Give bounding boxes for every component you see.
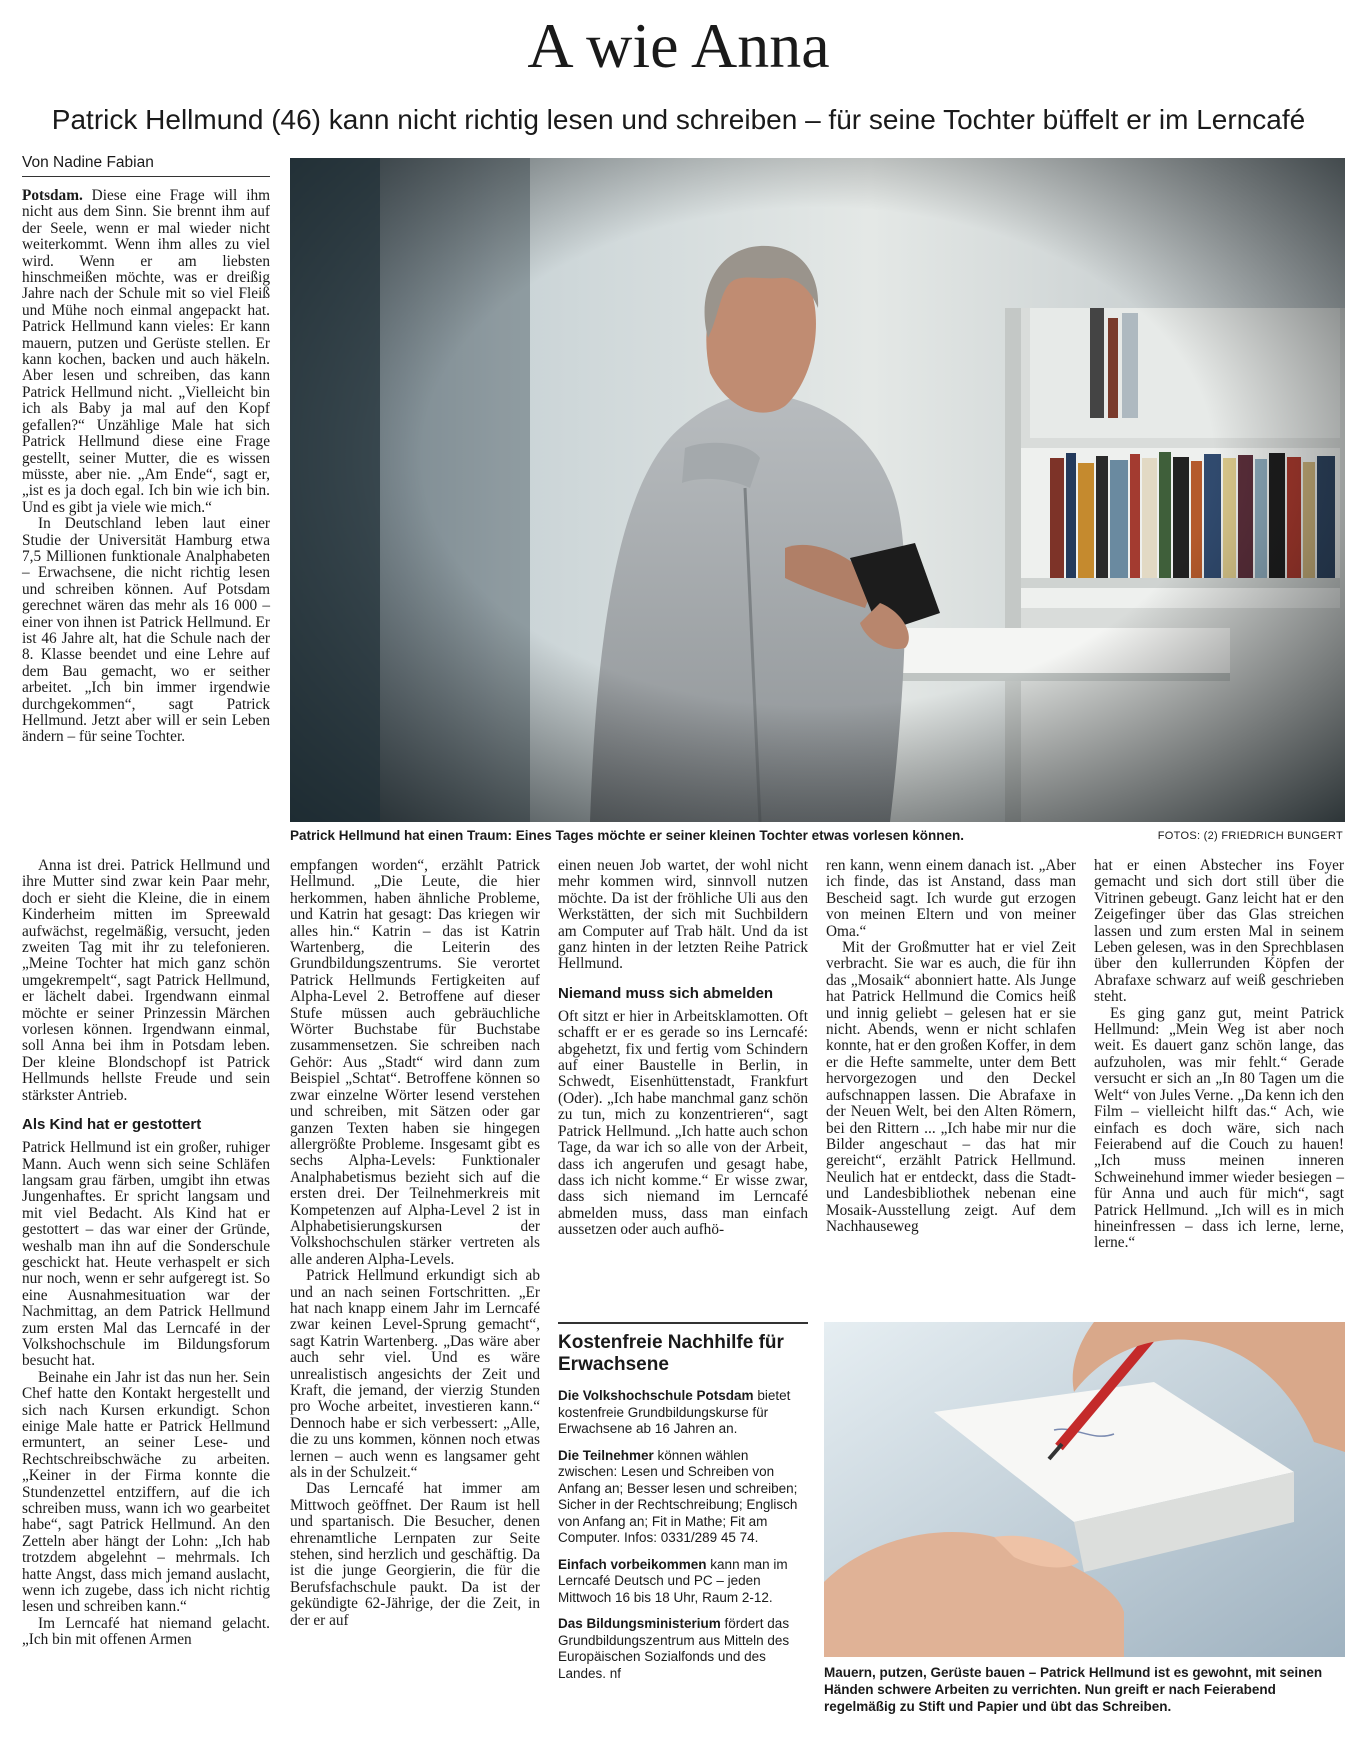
hand-writing-image xyxy=(824,1322,1345,1657)
paragraph: Beinahe ein Jahr ist das nun her. Sein Chef hatte den Kontakt hergestellt und sich nach Kursen erkundigt. Schon einige Male hatte er Patrick Hellmund ermuntert, an seiner Lese- und Rechtschreibschwäche zu arbeiten. „Keiner in der Firma konnte die Stundenzettel entziffern, auf die ich schreiben muss, wann ich wo gearbeitet habe“, sagt Patrick Hellmund. An den Zetteln aber hängt der Lohn: „Ich hab trotzdem abgelehnt – mehrmals. Ich hatte Angst, dass mich jemand auslacht, wenn ich zugebe, dass ich nicht richtig lesen und schreiben kann.“ xyxy=(22,1368,270,1616)
info-item-lead: Einfach vorbeikommen xyxy=(558,1556,707,1572)
paragraph: Das Lerncafé hat immer am Mittwoch geöffnet. Der Raum ist hell und spartanisch. Die Besucher, denen ehrenamtliche Lernpaten zur Seite stehen, sind herzlich und geschäftig. Da ist die junge Georgierin, die für die Berufsfachschule paukt. Da ist der gekündigte 62-Jährige, der die Zeit, in der er auf xyxy=(290,1480,540,1629)
hand-photo-caption: Mauern, putzen, Gerüste bauen – Patrick Hellmund ist es gewohnt, mit seinen Händen schwere Arbeiten zu verrichten. Nun greift er nach Feierabend regelmäßig zu Stift und Papier und übt das Schreiben. xyxy=(824,1665,1323,1714)
column-4 xyxy=(826,858,1076,1235)
headline: A wie Anna xyxy=(527,10,830,81)
info-item-text: kann man im Lerncafé Deutsch und PC – jeden Mittwoch 16 bis 18 Uhr, Raum 2-12. xyxy=(558,1556,788,1605)
column-1-bottom xyxy=(22,858,270,1649)
paragraph: Es ging ganz gut, meint Patrick Hellmund: „Mein Weg ist aber noch weit. Es dauert ganz schön lange, das aufzuholen, was mir fehlt.“ Gerade versucht er sich an „In 80 Tagen um die Welt“ von Jules Verne. „Da kenn ich den Film – vielleicht hilft das.“ Ach, wie einfach es doch wäre, sich nach Feierabend auf die Couch zu hauen! „Ich muss meinen inneren Schweinehund immer wieder besiegen – für Anna und auch für mich“, sagt Patrick Hellmund. „Ich will es in mich hineinfressen – dass ich lerne, lerne, lerne.“ xyxy=(1094,1004,1344,1252)
subheading: Niemand muss sich abmelden xyxy=(558,984,774,1002)
paragraph: Anna ist drei. Patrick Hellmund und ihre Mutter sind zwar kein Paar mehr, doch er sieht die Kleine, die in einem Kinderheim mitten im Spreewald aufwächst, regelmäßig, versucht, jeden zweiten Tag mit ihr zu telefonieren. „Meine Tochter hat mich ganz schön umgekrempelt“, sagt Patrick Hellmund, er lächelt dabei. Irgendwann einmal möchte er seiner Prinzessin Märchen vorlesen können. Irgendwann einmal, soll Anna bei ihm in Potsdam leben. Der kleine Blondschopf ist Patrick Hellmunds hellste Freude und sein stärkster Antrieb. xyxy=(22,857,270,1104)
subheading: Als Kind hat er gestottert xyxy=(22,1116,202,1134)
paragraph: Patrick Hellmund erkundigt sich ab und an nach seinen Fortschritten. „Er hat nach knapp einem Jahr im Lerncafé zwar keinen Level-Sprung gemacht“, sagt Katrin Wartenberg. „Das wäre aber auch sehr viel. Und es wäre unrealistisch angesichts der Zeit und Kraft, die jemand, der vierzig Stunden pro Woche arbeitet, investieren kann.“ Dennoch habe er sich verbessert: „Alle, die zu uns kommen, können noch etwas lernen – auch wenn es langsamer geht als in der Schulzeit.“ xyxy=(290,1267,540,1482)
info-box-title: Kostenfreie Nachhilfe für Erwachsene xyxy=(558,1332,784,1375)
paragraph xyxy=(22,188,270,516)
info-item xyxy=(558,1448,808,1547)
info-item xyxy=(558,1388,808,1438)
main-photo-caption: Patrick Hellmund hat einen Traum: Eines Tages möchte er seiner kleinen Tochter etwas vorlesen können. xyxy=(290,828,964,843)
column-3 xyxy=(558,858,808,1239)
paragraph: empfangen worden“, erzählt Patrick Hellmund. „Die Leute, die hier herkommen, haben ähnliche Probleme, und Katrin hat gesagt: Das kriegen wir alles hin.“ Katrin – das ist Katrin Wartenberg, die Leiterin des Grundbildungszentrums. Sie verortet Patrick Hellmunds Fertigkeiten auf Alpha-Level 2. Betroffene auf dieser Stufe müssen auch gebräuchliche Wörter Buchstabe für Buchstabe zusammensetzen. Sie schreiben nach Gehör: Aus „Stadt“ wird dann zum Beispiel „Schtat“. Betroffene können so zwar einzelne Wörter lesend verstehen und schreiben, mit Sätzen oder gar ganzen Texten haben sie hingegen allergrößte Probleme. Insgesamt gibt es sechs Alpha-Levels: Funktionaler Analphabetismus bezieht sich auf die ersten drei. Der Teilnehmerkreis mit Kompetenzen auf Alpha-Level 2 ist in Alphabetisierungskursen der Volkshochschulen stärker vertreten als alle anderen Alpha-Levels. xyxy=(290,857,540,1268)
paragraph: Patrick Hellmund ist ein großer, ruhiger Mann. Auch wenn sich seine Schläfen langsam grau färben, umgibt ihn etwas Jungenhaftes. Er spricht langsam und mit viel Bedacht. Als Kind hat er gestottert – das war einer der Gründe, weshalb man ihn auf die Sonderschule geschickt hat. Heute verhaspelt er sich nur noch, wenn er sehr aufgeregt ist. So eine Ausnahmesituation war der Nachmittag, an dem Patrick Hellmund zum ersten Mal das Lerncafé in der Volkshochschule im Bildungsforum besucht hat. xyxy=(22,1139,270,1370)
dateline: Potsdam. xyxy=(22,187,83,204)
paragraph: einen neuen Job wartet, der wohl nicht mehr kommen wird, sinnvoll nutzen möchte. Da ist der fröhliche Uli aus den Werkstätten, der sich mit Suchbildern am Computer auf Trab hält. Und da ist ganz hinten in der letzten Reihe Patrick Hellmund. xyxy=(558,857,808,973)
main-photo xyxy=(290,158,1345,822)
info-box xyxy=(558,1322,808,1729)
paragraph: Mit der Großmutter hat er viel Zeit verbracht. Sie war es auch, die für ihn das „Mosaik“ abonniert hatte. Als Junge hat Patrick Hellmund die Comics heiß und innig geliebt – gelesen hat er sie nicht. Abends, wenn er nicht schlafen konnte, hat er den großen Koffer, in dem er die Hefte sammelte, unter dem Bett hervorgezogen und den Deckel aufschnappen lassen. Die Abrafaxe in der Neuen Welt, bei den Alten Römern, bei den Rittern ... „Ich habe mir nur die Bilder angeschaut – das hat mir gereicht“, erzählt Patrick Hellmund. Neulich hat er entdeckt, dass die Stadt- und Landesbibliothek nebenan eine Mosaik-Ausstellung zeigt. Auf dem Nachhauseweg xyxy=(826,939,1076,1235)
info-item-text: bietet kostenfreie Grundbildungskurse für Erwachsene ab 16 Jahren an. xyxy=(558,1388,791,1436)
info-item xyxy=(558,1616,808,1682)
info-item-lead: Die Teilnehmer xyxy=(558,1447,654,1463)
column-1-top xyxy=(22,188,270,746)
paragraph: hat er einen Abstecher ins Foyer gemacht und sich dort still über die Vitrinen gebeugt. Ganz leicht hat er den Zeigefinger über das Glas streichen lassen und zum ersten Mal in seinem Leben gelesen, was in den Sprechblasen über den kullerrunden Köpfen der Abrafaxe schwarz auf weiß geschrieben steht. xyxy=(1094,857,1344,1006)
man-reading-photo xyxy=(290,158,1345,822)
paragraph: Oft sitzt er hier in Arbeitsklamotten. Oft schafft er er es gerade so ins Lerncafé: abgehetzt, fix und fertig vom Schindern auf einer Baustelle in Berlin, in Schwedt, Eisenhüttenstadt, Frankfurt (Oder). „Ich habe manchmal ganz schön zu tun, mich zu konzentrieren“, sagt Patrick Hellmund. „Ich hatte auch schon Tage, da war ich so alle von der Arbeit, dass ich angerufen und gesagt habe, dass ich nicht komme.“ Er wisse zwar, dass sich niemand im Lerncafé abmelden muss, dass man einfach aussetzen oder auch aufhö- xyxy=(558,1007,808,1239)
hand-writing-photo xyxy=(824,1322,1345,1657)
info-item xyxy=(558,1557,808,1607)
paragraph: In Deutschland leben laut einer Studie der Universität Hamburg etwa 7,5 Millionen funktionale Analphabeten – Erwachsene, die nicht richtig lesen und schreiben können. Auf Potsdam gerechnet wären das mehr als 16 000 – einer von ihnen ist Patrick Hellmund. Er ist 46 Jahre alt, hat die Schule nach der 8. Klasse beendet und eine Lehre auf dem Bau gemacht, wo er seither arbeitet. „Ich bin immer irgendwie durchgekommen“, sagt Patrick Hellmund. Jetzt aber will er sein Leben ändern – für seine Tochter. xyxy=(22,515,270,746)
info-item-text: können wählen zwischen: Lesen und Schreiben von Anfang an; Besser lesen und schreiben; Sicher in der Rechtschreibung; Englisch von Anfang an; Fit in Mathe; Fit am Computer. Infos: 0331/289 45 74. xyxy=(558,1447,798,1545)
paragraph: ren kann, wenn einem danach ist. „Aber ich finde, das ist Anstand, dass man Bescheid sagt. Ich wurde gut erzogen von meinen Eltern und von meiner Oma.“ xyxy=(826,857,1076,940)
info-item-lead: Das Bildungsministerium xyxy=(558,1616,721,1631)
paragraph-text: Diese eine Frage will ihm nicht aus dem Sinn. Sie brennt ihm auf der Seele, wenn er mal wieder nicht weiterkommt. Wenn ihm alles zu viel wird. Wenn er am liebsten hinschmeißen möchte, was er dreißig Jahre nach der Schule mit so viel Fleiß und Mühe noch einmal angepackt hat. Patrick Hellmund kann vieles: Er kann mauern, putzen und Gerüste stellen. Er kann kochen, backen und auch häkeln. Aber lesen und schreiben, das kann Patrick Hellmund nicht. „Vielleicht bin ich als Baby ja mal auf den Kopf gefallen?“ Unzählige Male hat sich Patrick Hellmund diese eine Frage gestellt, seiner Mutter, die es wissen müsste, aber nie. „Am Ende“, sagt er, „ist es ja doch egal. Ich bin wie ich bin. Und es gibt ja viele wie mich.“ xyxy=(22,187,270,516)
subheadline: Patrick Hellmund (46) kann nicht richtig lesen und schreiben – für seine Tochter büffelt er im Lerncafé xyxy=(51,104,1306,135)
column-2 xyxy=(290,858,540,1629)
byline: Von Nadine Fabian xyxy=(22,154,270,177)
paragraph: Im Lerncafé hat niemand gelacht. „Ich bin mit offenen Armen xyxy=(22,1614,270,1649)
info-item-text: fördert das Grundbildungszentrum aus Mitteln des Europäischen Sozialfonds und des Landes. nf xyxy=(558,1616,790,1681)
column-5 xyxy=(1094,858,1344,1252)
photo-credit: FOTOS: (2) FRIEDRICH BUNGERT xyxy=(1157,830,1343,842)
info-item-lead: Die Volkshochschule Potsdam xyxy=(558,1388,754,1403)
